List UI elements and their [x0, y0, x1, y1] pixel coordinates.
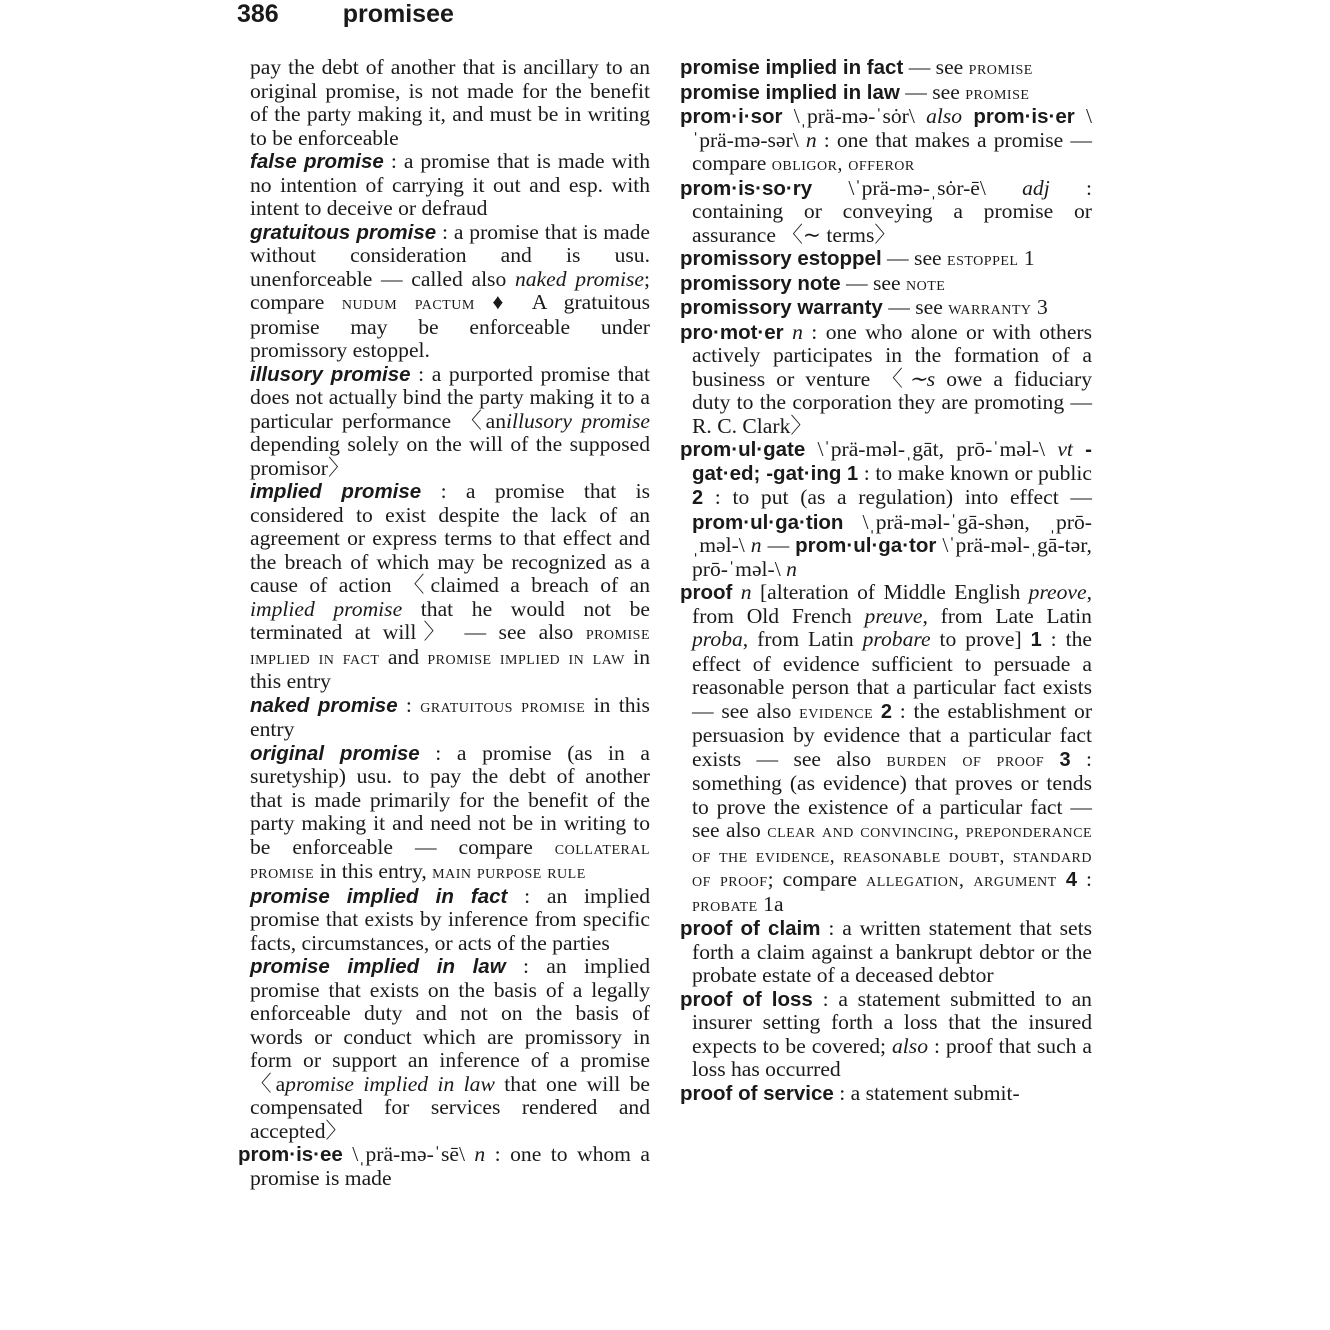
entry-proof: proof n [alteration of Middle English preove, from Old French preuve, from Late Latin proba, from Latin probare to prove] 1 : the effect of evidence sufficient to persuade a reasonable person that a particular fact exists — see also evidence 2 : the establishment or persuasion by evidence that a particular fact exists — see also burden of proof 3 : something (as evidence) that proves or tends to prove the existence of a particular fact — see also clear and convincing, preponderance of the evidence, reasonable doubt, standard of proof; compare allegation, argument 4 : probate 1a [680, 580, 1093, 916]
left-column [238, 55, 651, 1190]
subentry-original-promise: original promise : a promise (as in a suretyship) usu. to pay the debt of another that is made primarily for the benefit of the party making it and need not be in writing to be enforceable — compare collateral promise in this entry, main purpose rule [250, 740, 650, 883]
entry-continuation: pay the debt of another that is ancillary to an original promise, is not made for the benefit of the party making it, and must be in writing to be enforceable [250, 55, 650, 150]
subentry-gratuitous-promise: gratuitous promise : a promise that is made without consideration and is usu. unenforceable — called also naked promise; compare nudum pactum ♦ A gratuitous promise may be enforceable under promissory estoppel. [250, 219, 651, 362]
entry-promulgate: prom·ul·gate \ˈprä-məl-ˌgāt, prō-ˈməl-\ vt -gat·ed; -gat·ing 1 : to make known or public 2 : to put (as a regulation) into effect — prom·ul·ga·tion \ˌprä-məl-ˈgā-shən, ˌprō-ˌməl-\ n — prom·ul·ga·tor \ˈprä-məl-ˌgā-tər, prō-ˈməl-\ n [680, 437, 1093, 581]
guide-word: promisee [342, 0, 454, 28]
entry-promisor: prom·i·sor \ˌprä-mə-ˈsȯr\ also prom·is·er \ˈprä-mə-sər\ n : one that makes a promise — compare obligor, offeror [680, 104, 1092, 175]
subentry-illusory-promise: illusory promise : a purported promise that does not actually bind the party making it to a particular performance 〈anillusory promise depending solely on the will of the supposed promisor〉 [250, 361, 651, 480]
entry-promoter: pro·mot·er n : one who alone or with others actively participates in the formation of a business or venture 〈∼s owe a fiduciary duty to the corporation they are promoting —R. C. Clark〉 [680, 319, 1093, 438]
entry-promissory: prom·is·so·ry \ˈprä-mə-ˌsȯr-ē\ adj : containing or conveying a promise or assurance 〈∼ terms〉 [680, 175, 1092, 247]
entry-proof-of-loss: proof of loss : a statement submitted to an insurer setting forth a loss that the insured expects to be covered; also : proof that such a loss has occurred [680, 986, 1092, 1081]
entry-promissory-warranty: promissory warranty — see warranty 3 [680, 295, 1048, 319]
entry-promissory-estoppel: promissory estoppel — see estoppel 1 [680, 246, 1035, 270]
page-header [237, 0, 454, 30]
subentry-promise-implied-in-law: promise implied in law : an implied promise that exists on the basis of a legally enforceable duty and not on the basis of words or conduct which are promissory in form or support an inference of a promise 〈apromise implied in law that one will be compensated for services rendered and accepted〉 [250, 954, 650, 1143]
entry-promise-implied-in-law: promise implied in law — see promise [680, 79, 1030, 104]
right-column [680, 55, 1093, 1105]
entry-promissory-note: promissory note — see note [680, 270, 946, 295]
subentry-false-promise: false promise : a promise that is made with no intention of carrying it out and esp. with intent to deceive or defraud [250, 149, 650, 220]
subentry-naked-promise: naked promise : gratuitous promise in this entry [250, 692, 650, 741]
entry-proof-of-claim: proof of claim : a written statement that sets forth a claim against a bankrupt debtor or the probate estate of a deceased debtor [680, 916, 1092, 987]
entry-promisee: prom·is·ee \ˌprä-mə-ˈsē\ n : one to whom a promise is made [238, 1142, 650, 1190]
entry-promise-implied-in-fact: promise implied in fact — see promise [680, 55, 1033, 79]
entry-proof-of-service: proof of service : a statement submit- [680, 1080, 1020, 1105]
page-number: 386 [237, 0, 279, 28]
subentry-promise-implied-in-fact: promise implied in fact : an implied promise that exists by inference from specific facts, circumstances, or acts of the parties [250, 883, 650, 955]
subentry-implied-promise: implied promise : a promise that is considered to exist despite the lack of an agreement or express terms to that effect and the breach of which may be recognized as a cause of action 〈claimed a breach of an implied promise that he would not be terminated at will〉 — see also promise implied in fact and promise implied in law in this entry [250, 479, 650, 693]
